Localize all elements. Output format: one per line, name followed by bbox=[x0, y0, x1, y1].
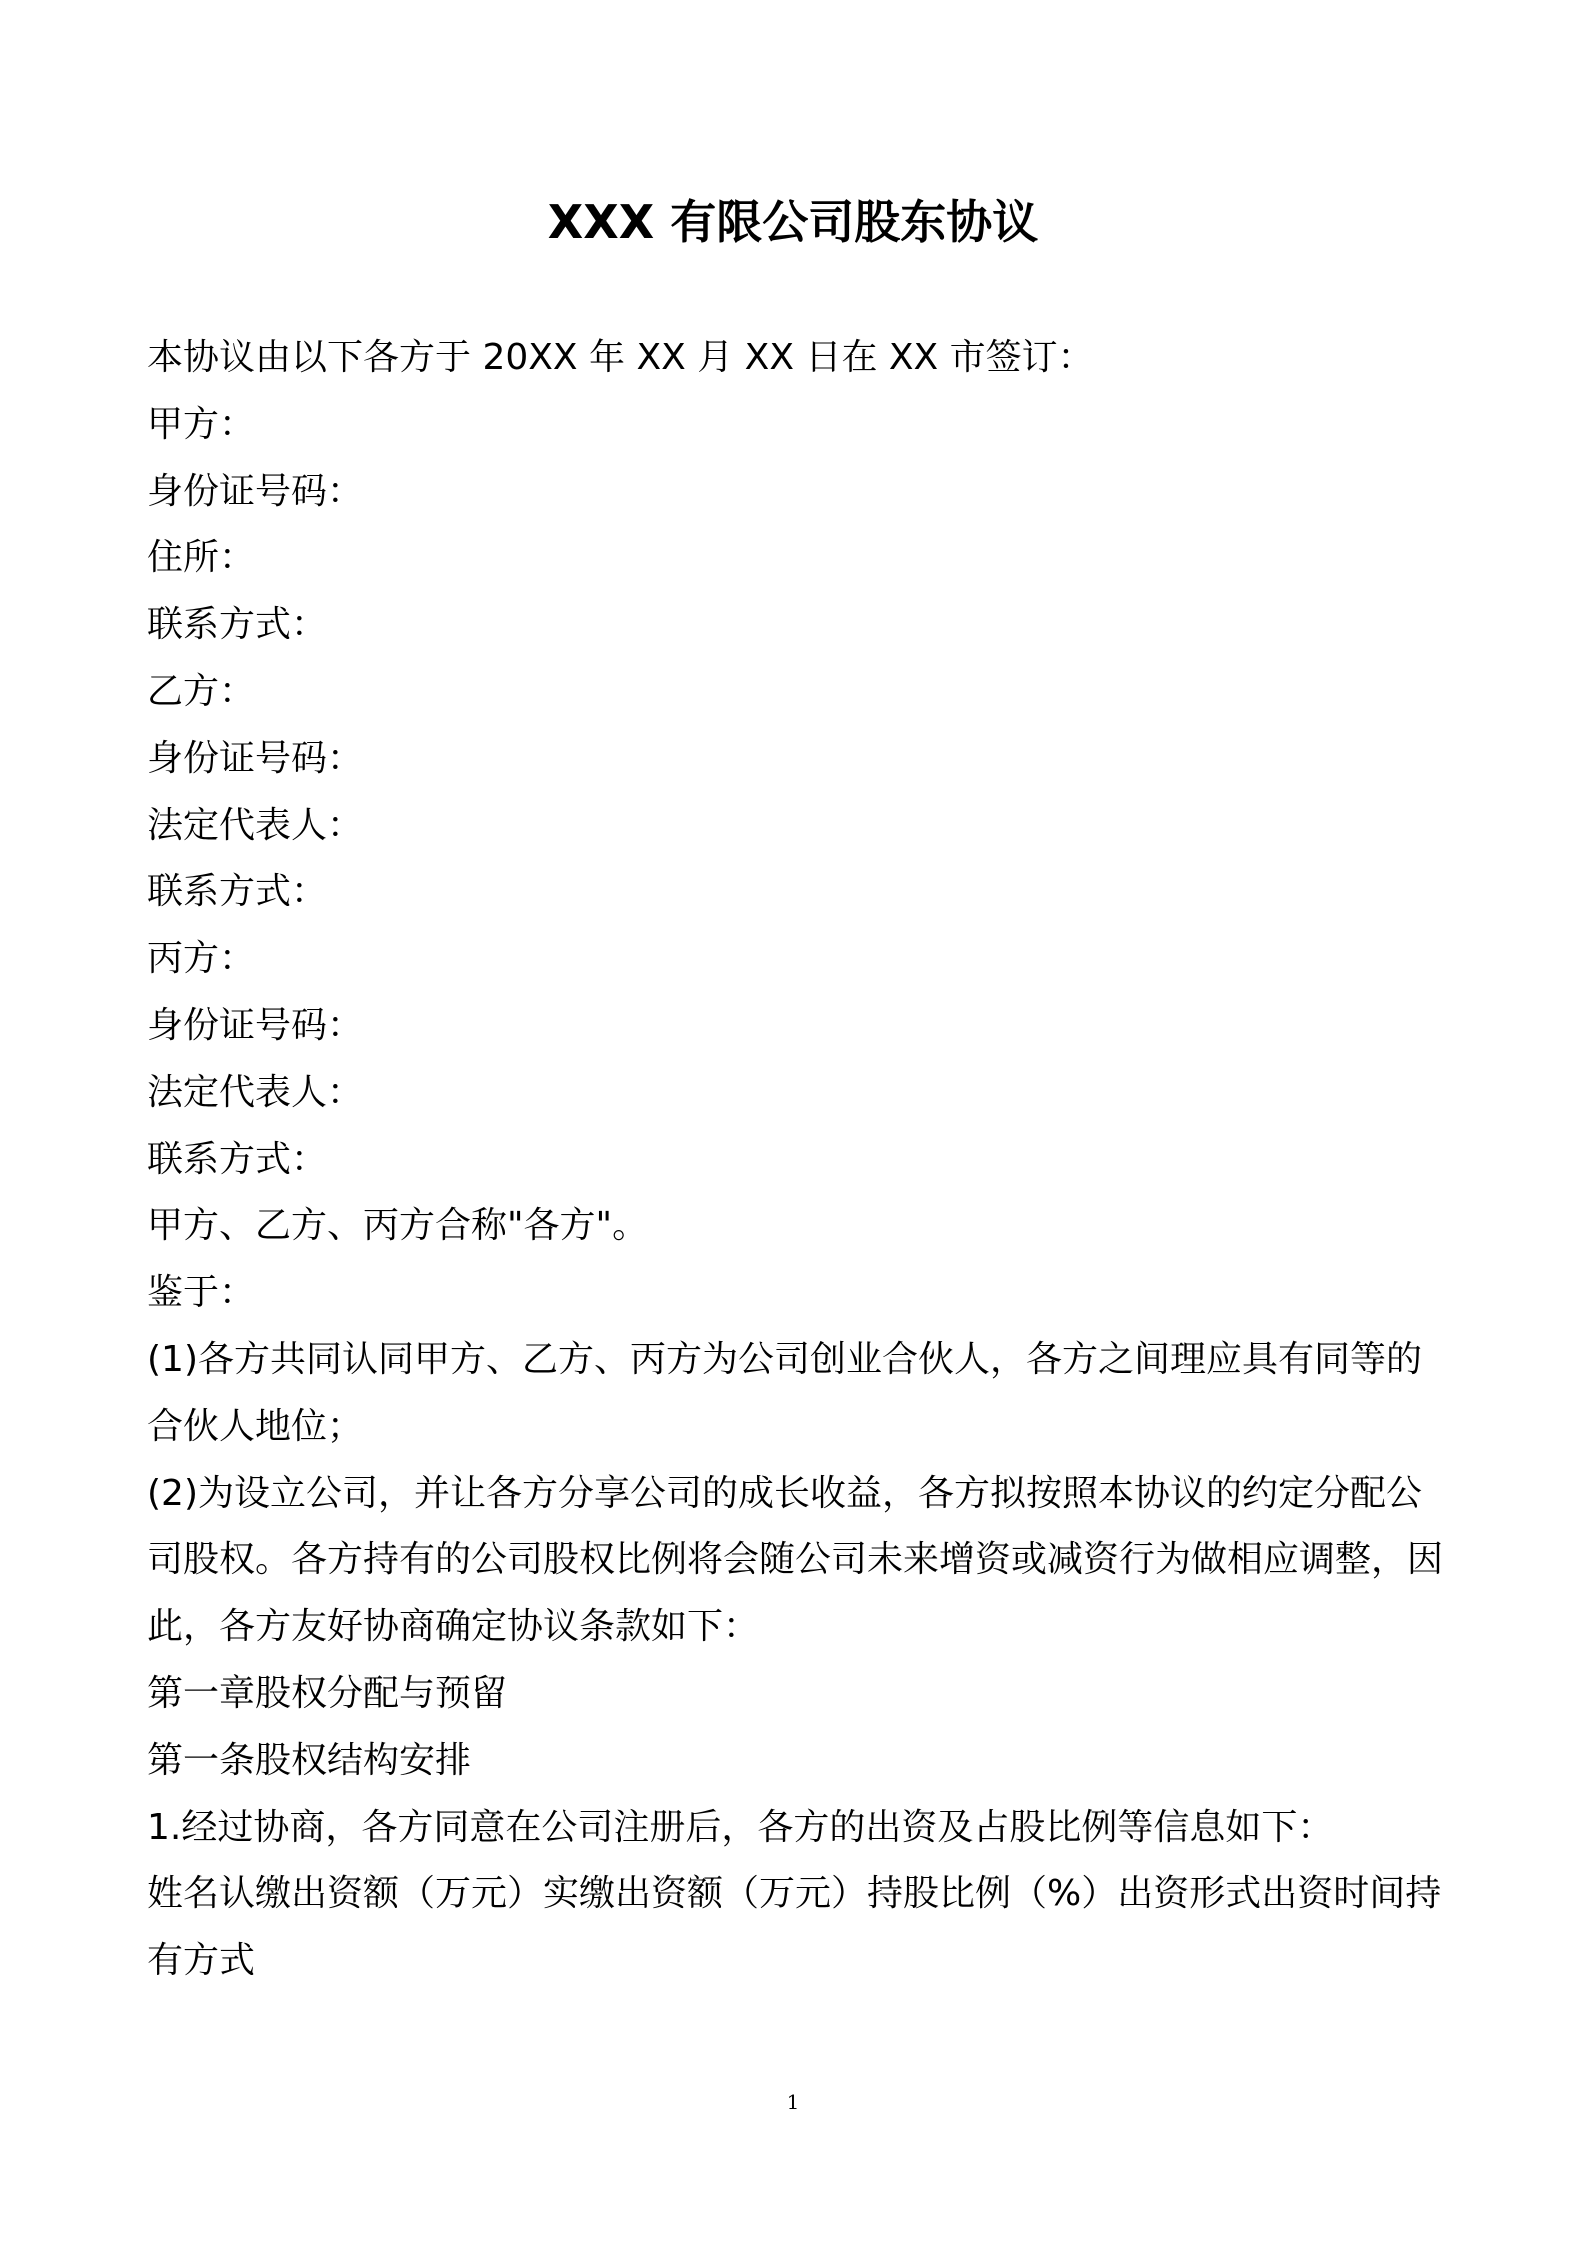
party-c-id-number-label: 身份证号码： bbox=[147, 1004, 364, 1046]
party-c-contact-label: 联系方式： bbox=[147, 1138, 328, 1180]
document-title: XXX 有限公司股东协议 bbox=[547, 195, 1039, 249]
party-b-label: 乙方： bbox=[147, 670, 256, 712]
document-body bbox=[147, 325, 1447, 1995]
recital-2: (2)为设立公司，并让各方分享公司的成长收益，各方拟按照本协议的约定分配公司股权。各方持有的公司股权比例将会随公司未来增资或减资行为做相应调整，因此，各方友好协商确定协议条款如下： bbox=[147, 1472, 1444, 1648]
preamble-line: 本协议由以下各方于 20XX 年 XX 月 XX 日在 XX 市签订： bbox=[147, 337, 1094, 378]
party-c-label: 丙方： bbox=[147, 938, 256, 980]
parties-collective-name: 甲方、乙方、丙方合称"各方"。 bbox=[147, 1205, 649, 1247]
party-a-label: 甲方： bbox=[147, 403, 256, 445]
party-a-id-number-label: 身份证号码： bbox=[147, 470, 364, 512]
party-b-id-number-label: 身份证号码： bbox=[147, 737, 364, 779]
party-b-legal-rep-label: 法定代表人： bbox=[147, 804, 364, 846]
table-header-text: 姓名认缴出资额（万元）实缴出资额（万元）持股比例（%）出资形式出资时间持有方式 bbox=[147, 1873, 1442, 1982]
recital-1: (1)各方共同认同甲方、乙方、丙方为公司创业合伙人，各方之间理应具有同等的合伙人地位； bbox=[147, 1338, 1422, 1447]
chapter-heading: 第一章股权分配与预留 bbox=[147, 1672, 508, 1714]
party-a-address-label: 住所： bbox=[147, 537, 256, 579]
party-b-contact-label: 联系方式： bbox=[147, 871, 328, 913]
article-heading: 第一条股权结构安排 bbox=[147, 1739, 472, 1781]
party-a-contact-label: 联系方式： bbox=[147, 604, 328, 646]
page-number: 1 bbox=[786, 2090, 800, 2114]
whereas-label: 鉴于： bbox=[147, 1272, 256, 1314]
party-c-legal-rep-label: 法定代表人： bbox=[147, 1071, 364, 1113]
clause-1: 1.经过协商，各方同意在公司注册后，各方的出资及占股比例等信息如下： bbox=[147, 1806, 1334, 1848]
